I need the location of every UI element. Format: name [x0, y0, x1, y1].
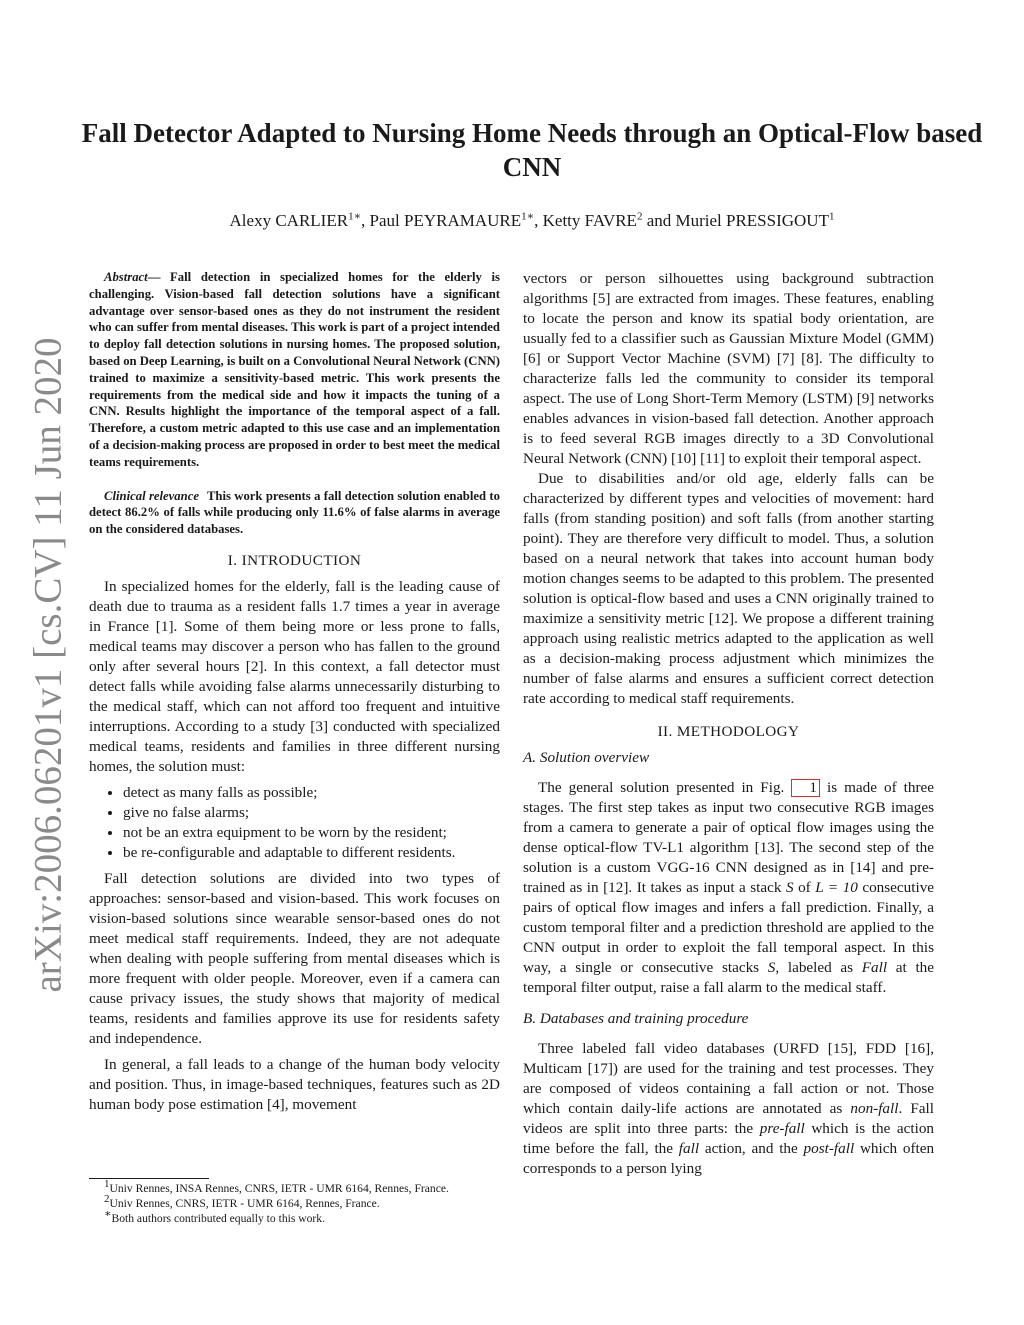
footnotes	[104, 1178, 449, 1226]
clinical-text: This work presents a fall detection solution enabled to detect 86.2% of falls while producing only 11.6% of false alarms in average on the considered databases.	[89, 488, 500, 537]
affiliation-mark: 2	[636, 210, 643, 223]
intro-paragraph-1: In specialized homes for the elderly, fall is the leading cause of death due to trauma as a resident falls 1.7 times a year in average in France [1]. Some of them being more or less prone to falls, medical teams may discover a person who has fallen to the ground only after several hours [2]. In this context, a fall detector must detect falls while avoiding false alarms unnecessarily disturbing to the medical staff, which can not afford too frequent and intuitive interruptions. According to a study [3] conducted with specialized medical teams, residents and families in three different nursing homes, the solution must:	[89, 577, 500, 775]
list-item: • detect as many falls as possible;	[123, 783, 500, 803]
abstract-label: Abstract	[104, 270, 148, 284]
footnote-text: Univ Rennes, INSA Rennes, CNRS, IETR - UMR 6164, Rennes, France.	[109, 1182, 449, 1195]
affiliation-mark: 1∗	[348, 210, 362, 223]
section-heading-introduction: I. INTRODUCTION	[227, 551, 362, 569]
section-heading-methodology: II. METHODOLOGY	[657, 723, 800, 740]
list-item: • give no false alarms;	[123, 803, 500, 823]
footnote-text: Both authors contributed equally to this work.	[111, 1212, 325, 1225]
footnote-mark: ∗	[104, 1208, 112, 1221]
affiliation-mark: 1	[828, 210, 835, 223]
figure-reference-link[interactable]: 1	[791, 779, 820, 797]
subsection-heading-solution-overview: A. Solution overview	[523, 749, 650, 766]
affiliation-mark: 1∗	[521, 210, 535, 223]
author-name: Alexy CARLIER	[229, 211, 349, 230]
solution-overview-paragraph: The general solution presented in Fig. 1 is made of three stages. The first step takes as input two consecutive RGB images from a camera to generate a pair of optical flow images using the dense optical-flow TV-L1 algorithm [13]. The second step of the solution is a custom VGG-16 CNN designed as in [14] and pre-trained as in [12]. It takes as input a stack S of L = 10 consecutive pairs of optical flow images and infers a fall prediction. Finally, a custom temporal filter and a prediction threshold are applied to the CNN output in order to exploit the fall temporal aspect. In this way, a single or consecutive stacks S, labeled as Fall at the temporal filter output, raise a fall alarm to the medical staff.	[523, 779, 935, 996]
author-name: Ketty FAVRE	[542, 211, 637, 230]
intro-paragraph-3: In general, a fall leads to a change of the human body velocity and position. Thus, in image-based techniques, features such as 2D human body pose estimation [4], movement	[89, 1055, 500, 1113]
author-name: Paul PEYRAMAURE	[369, 211, 522, 230]
list-item: • not be an extra equipment to be worn by the resident;	[123, 823, 500, 843]
author-name: Muriel PRESSIGOUT	[675, 211, 829, 230]
footnote-text: Univ Rennes, CNRS, IETR - UMR 6164, Rennes, France.	[109, 1197, 380, 1210]
paper-title: Fall Detector Adapted to Nursing Home Needs through an Optical-Flow based CNN	[81, 118, 983, 182]
requirements-list	[89, 783, 500, 863]
clinical-relevance	[89, 488, 500, 538]
subsection-heading-databases: B. Databases and training procedure	[523, 1010, 749, 1027]
footnote	[104, 1208, 449, 1226]
intro-paragraph-2: Fall detection solutions are divided into two types of approaches: sensor-based and vision-based. This work focuses on vision-based solutions since wearable sensor-based ones do not meet medical staff requirements. Indeed, they are not adequate when dealing with people suffering from mental diseases which is more frequent with older people. Moreover, even if a camera can cause privacy issues, the study shows that majority of medical teams, residents and families approve its use for residents safety and independence.	[89, 869, 500, 1047]
footnote-mark: 1	[104, 1178, 110, 1191]
abstract	[89, 269, 500, 471]
footnote	[104, 1193, 449, 1211]
right-column	[523, 269, 934, 1179]
left-column	[89, 269, 500, 1115]
author-list: Alexy $CARLIER^{1∗}$, Paul $PEYRAMAURE^{1∗}$, Ketty FAVRE$^2$ and Muriel PRESSIGOUT$^1$	[229, 210, 835, 230]
abstract-text: — Fall detection in specialized homes for the elderly is challenging. Vision-based fall detection solutions have a significant advantage over sensor-based ones as they do not instrument the resident who can suffer from mental diseases. This work is part of a project intended to deploy fall detection solutions in nursing homes. The proposed solution, based on Deep Learning, is built on a Convolutional Neural Network (CNN) trained to maximize a sensitivity-based metric. This work presents the requirements from the medical side and how it impacts the tuning of a CNN. Results highlight the importance of the temporal aspect of a fall. Therefore, a custom metric adapted to this use case and an implementation of a decision-making process are proposed in order to best meet the medical teams requirements.	[89, 270, 500, 469]
intro-paragraph-4: Due to disabilities and/or old age, elderly falls can be characterized by different types and velocities of movement: hard falls (from standing position) and soft falls (from another starting point). They are therefore very difficult to model. Thus, a solution based on a neural network that takes into account human body motion changes seems to be adapted to this problem. The presented solution is optical-flow based and uses a CNN originally trained to maximize a sensitivity metric [12]. We propose a different training approach using realistic metrics adapted to the application as well as a decision-making process adjustment which minimizes the number of false alarms and ensures a sufficient correct detection rate according to medical staff requirements.	[523, 470, 934, 707]
arxiv-identifier: arXiv:2006.06201v1 [cs.CV] 11 Jun 2020	[26, 337, 70, 993]
databases-paragraph: Three labeled fall video databases (URFD [15], FDD [16], Multicam [17]) are used for the training and test processes. They are composed of videos containing a fall action or not. Those which contain daily-life actions are annotated as non-fall. Fall videos are split into three parts: the pre-fall which is the action time before the fall, the fall action, and the post-fall which often corresponds to a person lying	[523, 1040, 935, 1177]
clinical-label: Clinical relevance	[104, 488, 199, 503]
list-item: • be re-configurable and adaptable to different residents.	[123, 843, 500, 863]
footnote	[104, 1178, 449, 1196]
footnote-mark: 2	[104, 1193, 110, 1206]
intro-paragraph-3-continued: vectors or person silhouettes using background subtraction algorithms [5] are extracted from images. These features, enabling to locate the person and know its spatial body orientation, are usually fed to a classifier such as Gaussian Mixture Model (GMM) [6] or Support Vector Machine (SVM) [7] [8]. The difficulty to characterize falls led the community to consider its temporal aspect. The use of Long Short-Term Memory (LSTM) [9] networks enables advances in vision-based fall detection. Another approach is to feed several RGB images directly to a 3D Convolutional Neural Network (CNN) [10] [11] to exploit their temporal aspect.	[523, 270, 934, 467]
